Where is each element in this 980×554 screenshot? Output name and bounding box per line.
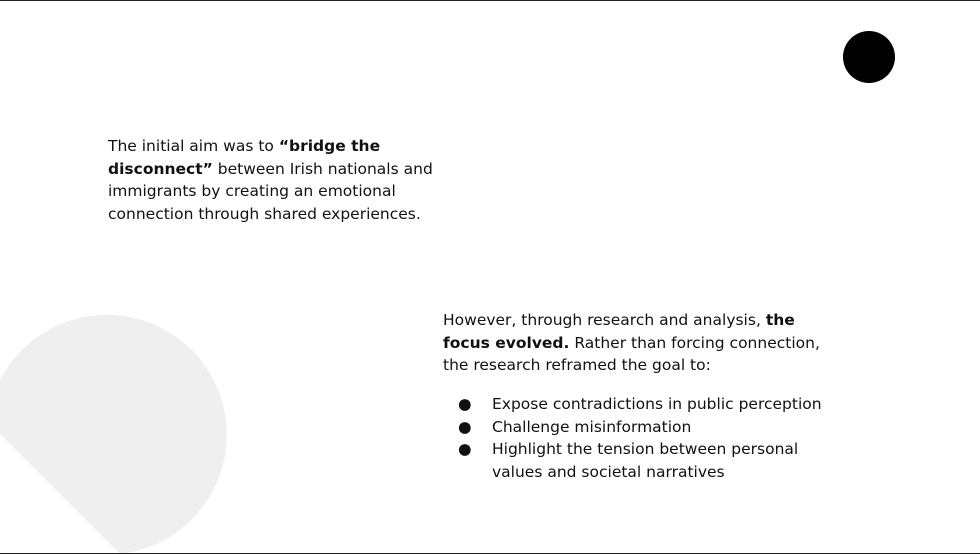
list-item-text: Challenge misinformation — [492, 417, 692, 436]
list-item-text: Expose contradictions in public perception — [492, 395, 822, 413]
intro-paragraph — [108, 135, 453, 225]
evolution-text-start: However, through research and analysis, — [443, 311, 766, 329]
bullet-icon: ● — [458, 395, 472, 413]
list-item — [443, 416, 853, 439]
list-item — [443, 438, 853, 483]
list-item-text: Highlight the tension between personal values and societal narratives — [492, 440, 799, 481]
grey-circle-shape — [0, 315, 227, 554]
intro-emphasis: “bridge the disconnect” — [108, 137, 381, 178]
evolution-paragraph — [443, 309, 843, 377]
evolution-emphasis: the focus evolved. — [443, 311, 795, 352]
intro-text-start: The initial aim was to — [108, 137, 279, 155]
evolution-text-end: Rather than forcing connection, the research reframed the goal to: — [443, 333, 820, 374]
intro-text-end: between Irish nationals and immigrants by creating an emotional connection through shared experiences. — [108, 159, 433, 223]
bullet-icon: ● — [458, 417, 472, 436]
bullet-icon: ● — [458, 440, 472, 458]
list-item — [443, 393, 853, 416]
goals-list — [443, 393, 853, 483]
black-dot-decoration — [843, 31, 895, 83]
